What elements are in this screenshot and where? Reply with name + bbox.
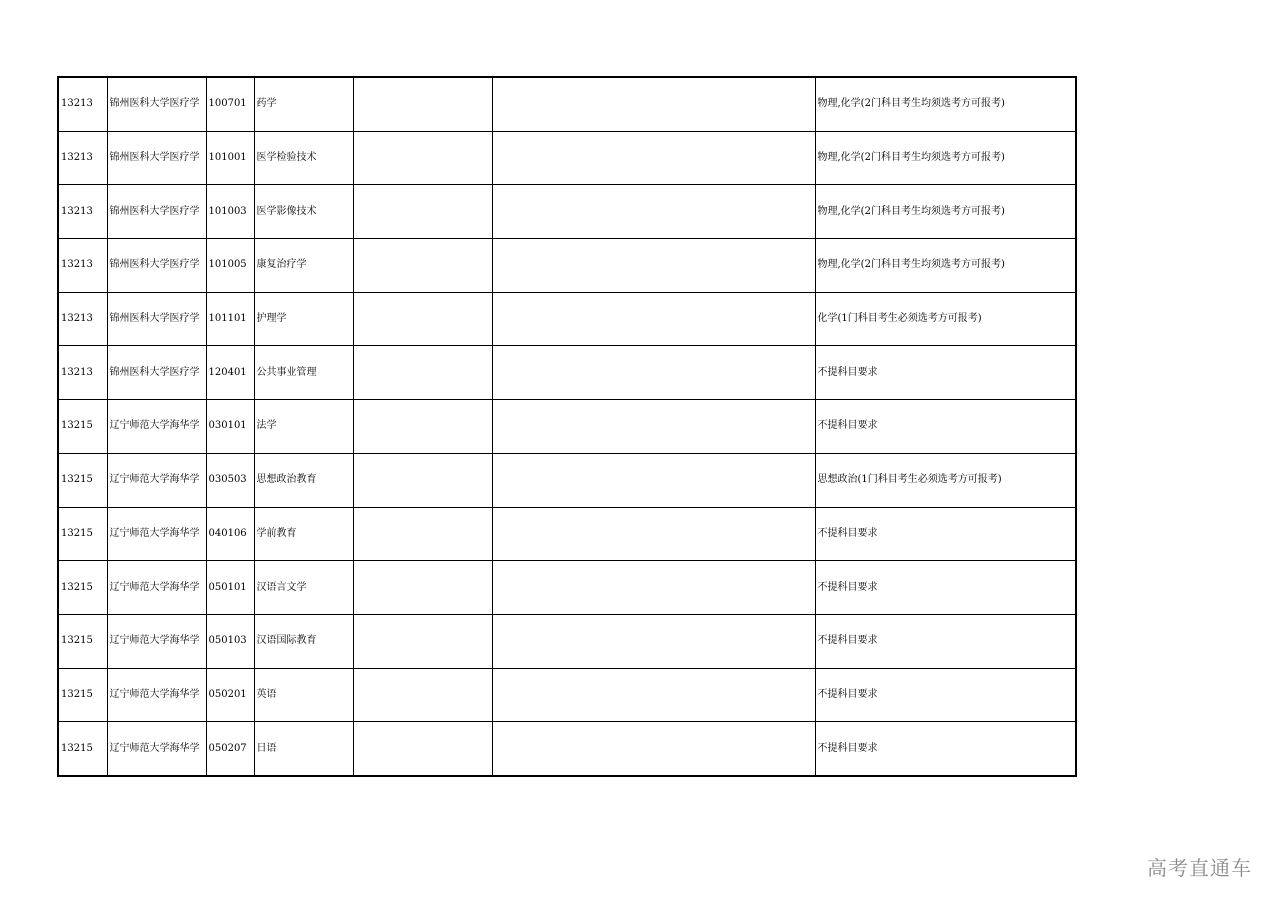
school-code-cell: 13213: [58, 239, 107, 293]
school-name-cell: 辽宁师范大学海华学: [107, 453, 206, 507]
major-code-cell: 030101: [206, 400, 254, 454]
school-name-cell: 锦州医科大学医疗学: [107, 77, 206, 131]
blank-cell: [492, 77, 815, 131]
table-body: [58, 77, 1076, 776]
major-code-cell: 050207: [206, 722, 254, 776]
table-row: [58, 131, 1076, 185]
blank-cell: [353, 453, 492, 507]
blank-cell: [353, 185, 492, 239]
table-row: [58, 561, 1076, 615]
blank-cell: [353, 77, 492, 131]
major-code-cell: 040106: [206, 507, 254, 561]
major-name-cell: 思想政治教育: [254, 453, 353, 507]
blank-cell: [353, 239, 492, 293]
school-code-cell: 13215: [58, 561, 107, 615]
major-code-cell: 050101: [206, 561, 254, 615]
school-code-cell: 13215: [58, 722, 107, 776]
table-row: [58, 185, 1076, 239]
subject-requirement-cell: 物理,化学(2门科目考生均须选考方可报考): [815, 239, 1076, 293]
watermark: 高考直通车: [1147, 856, 1252, 880]
subject-requirement-cell: 不提科目要求: [815, 668, 1076, 722]
blank-cell: [492, 561, 815, 615]
blank-cell: [492, 453, 815, 507]
major-name-cell: 药学: [254, 77, 353, 131]
subject-requirement-cell: 物理,化学(2门科目考生均须选考方可报考): [815, 185, 1076, 239]
major-name-cell: 英语: [254, 668, 353, 722]
blank-cell: [492, 239, 815, 293]
school-name-cell: 辽宁师范大学海华学: [107, 507, 206, 561]
blank-cell: [492, 722, 815, 776]
major-name-cell: 康复治疗学: [254, 239, 353, 293]
school-code-cell: 13215: [58, 507, 107, 561]
table-row: [58, 614, 1076, 668]
major-name-cell: 公共事业管理: [254, 346, 353, 400]
school-code-cell: 13215: [58, 614, 107, 668]
blank-cell: [492, 668, 815, 722]
table-row: [58, 239, 1076, 293]
school-code-cell: 13213: [58, 131, 107, 185]
blank-cell: [353, 561, 492, 615]
major-code-cell: 101003: [206, 185, 254, 239]
major-code-cell: 030503: [206, 453, 254, 507]
school-name-cell: 辽宁师范大学海华学: [107, 722, 206, 776]
school-name-cell: 锦州医科大学医疗学: [107, 346, 206, 400]
blank-cell: [353, 722, 492, 776]
table-row: [58, 77, 1076, 131]
blank-cell: [353, 131, 492, 185]
blank-cell: [353, 507, 492, 561]
blank-cell: [353, 346, 492, 400]
admission-table: [57, 76, 1077, 777]
subject-requirement-cell: 不提科目要求: [815, 561, 1076, 615]
blank-cell: [353, 292, 492, 346]
table-row: [58, 453, 1076, 507]
major-name-cell: 日语: [254, 722, 353, 776]
blank-cell: [492, 346, 815, 400]
subject-requirement-cell: 不提科目要求: [815, 400, 1076, 454]
blank-cell: [353, 614, 492, 668]
school-code-cell: 13213: [58, 292, 107, 346]
major-name-cell: 医学影像技术: [254, 185, 353, 239]
school-code-cell: 13215: [58, 400, 107, 454]
major-code-cell: 050201: [206, 668, 254, 722]
school-name-cell: 锦州医科大学医疗学: [107, 131, 206, 185]
blank-cell: [353, 668, 492, 722]
table-row: [58, 292, 1076, 346]
school-name-cell: 辽宁师范大学海华学: [107, 561, 206, 615]
school-name-cell: 辽宁师范大学海华学: [107, 668, 206, 722]
major-code-cell: 120401: [206, 346, 254, 400]
major-name-cell: 汉语言文学: [254, 561, 353, 615]
school-code-cell: 13215: [58, 453, 107, 507]
subject-requirement-cell: 不提科目要求: [815, 346, 1076, 400]
school-code-cell: 13215: [58, 668, 107, 722]
table-row: [58, 400, 1076, 454]
subject-requirement-cell: 不提科目要求: [815, 722, 1076, 776]
major-name-cell: 学前教育: [254, 507, 353, 561]
school-name-cell: 锦州医科大学医疗学: [107, 239, 206, 293]
blank-cell: [492, 131, 815, 185]
major-code-cell: 101005: [206, 239, 254, 293]
table-row: [58, 668, 1076, 722]
school-name-cell: 锦州医科大学医疗学: [107, 185, 206, 239]
subject-requirement-cell: 物理,化学(2门科目考生均须选考方可报考): [815, 131, 1076, 185]
blank-cell: [492, 507, 815, 561]
major-name-cell: 医学检验技术: [254, 131, 353, 185]
school-name-cell: 辽宁师范大学海华学: [107, 614, 206, 668]
blank-cell: [353, 400, 492, 454]
subject-requirement-cell: 化学(1门科目考生必须选考方可报考): [815, 292, 1076, 346]
major-name-cell: 护理学: [254, 292, 353, 346]
major-code-cell: 101101: [206, 292, 254, 346]
school-name-cell: 锦州医科大学医疗学: [107, 292, 206, 346]
table-row: [58, 346, 1076, 400]
blank-cell: [492, 292, 815, 346]
subject-requirement-cell: 思想政治(1门科目考生必须选考方可报考): [815, 453, 1076, 507]
major-code-cell: 101001: [206, 131, 254, 185]
subject-requirement-cell: 物理,化学(2门科目考生均须选考方可报考): [815, 77, 1076, 131]
subject-requirement-cell: 不提科目要求: [815, 507, 1076, 561]
school-code-cell: 13213: [58, 346, 107, 400]
table-row: [58, 507, 1076, 561]
subject-requirement-cell: 不提科目要求: [815, 614, 1076, 668]
major-code-cell: 050103: [206, 614, 254, 668]
school-code-cell: 13213: [58, 77, 107, 131]
blank-cell: [492, 185, 815, 239]
blank-cell: [492, 400, 815, 454]
major-name-cell: 法学: [254, 400, 353, 454]
blank-cell: [492, 614, 815, 668]
major-name-cell: 汉语国际教育: [254, 614, 353, 668]
school-name-cell: 辽宁师范大学海华学: [107, 400, 206, 454]
table-row: [58, 722, 1076, 776]
major-code-cell: 100701: [206, 77, 254, 131]
school-code-cell: 13213: [58, 185, 107, 239]
